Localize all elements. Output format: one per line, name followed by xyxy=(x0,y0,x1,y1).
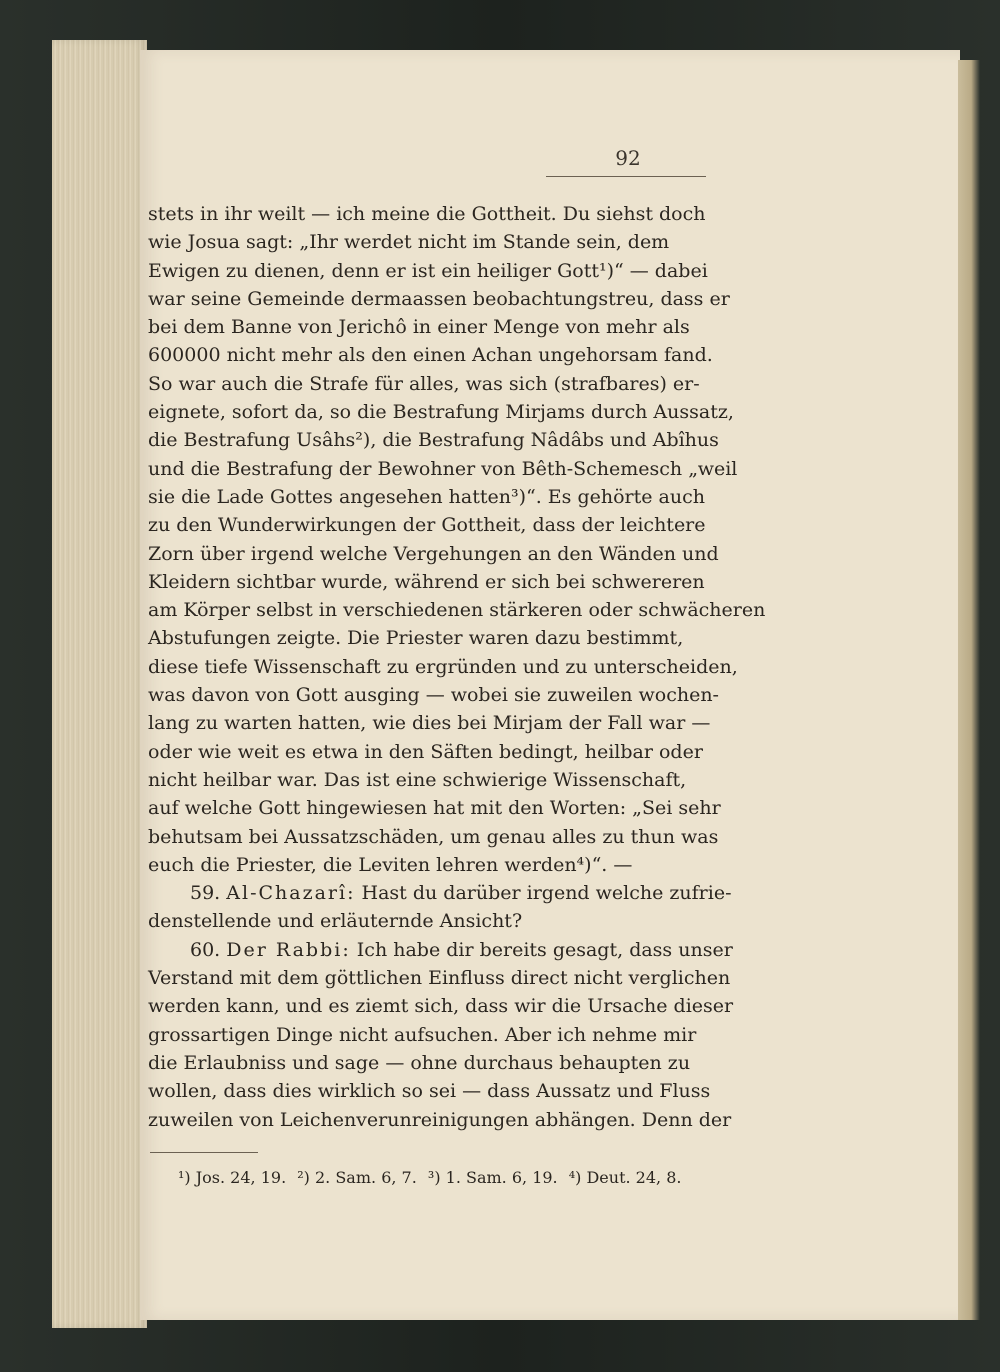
text-line: nicht heilbar war. Das ist eine schwierige Wissenschaft, xyxy=(148,768,687,791)
text-line: werden kann, und es ziemt sich, dass wir die Ursache dieser xyxy=(148,995,734,1018)
text-line: und die Bestrafung der Bewohner von Bêth-Schemesch „weil xyxy=(148,457,738,480)
text-line: Ewigen zu dienen, denn er ist ein heiliger Gott¹)“ — dabei xyxy=(148,259,708,282)
footnote-rule xyxy=(150,1152,258,1153)
text-line: denstellende und erläuternde Ansicht? xyxy=(148,910,523,933)
text-line: am Körper selbst in verschiedenen stärkeren oder schwächeren xyxy=(148,599,766,622)
text-line: stets in ihr weilt — ich meine die Gottheit. Du siehst doch xyxy=(148,203,706,225)
text-line: So war auch die Strafe für alles, was sich (strafbares) er- xyxy=(148,372,700,395)
body-text xyxy=(148,200,908,1134)
text-line: sie die Lade Gottes angesehen hatten³)“. Es gehörte auch xyxy=(148,485,705,508)
page-number-rule xyxy=(546,176,706,177)
speaker-name: Al-Chazarî: xyxy=(226,882,356,905)
text-line: wie Josua sagt: „Ihr werdet nicht im Stande sein, dem xyxy=(148,231,670,254)
text-line: wollen, dass dies wirklich so sei — dass Aussatz und Fluss xyxy=(148,1080,711,1103)
text-line: die Bestrafung Usâhs²), die Bestrafung Nâdâbs und Abîhus xyxy=(148,429,719,452)
text-line: Kleidern sichtbar wurde, während er sich bei schwereren xyxy=(148,570,705,593)
text-line: lang zu warten hatten, wie dies bei Mirjam der Fall war — xyxy=(148,712,711,735)
paragraph-number: 59. xyxy=(190,882,221,905)
text-line: Verstand mit dem göttlichen Einfluss direct nicht verglichen xyxy=(148,967,731,990)
text-line: was davon von Gott ausging — wobei sie zuweilen wochen- xyxy=(148,684,719,707)
text-line: auf welche Gott hingewiesen hat mit den Worten: „Sei sehr xyxy=(148,797,721,820)
paragraph-59-first-line xyxy=(148,879,908,907)
text-line: behutsam bei Aussatzschäden, um genau alles zu thun was xyxy=(148,825,719,848)
footnote: ²) 2. Sam. 6, 7. xyxy=(297,1168,417,1187)
text-line: diese tiefe Wissenschaft zu ergründen und zu unterscheiden, xyxy=(148,655,738,678)
text-line: 600000 nicht mehr als den einen Achan ungehorsam fand. xyxy=(148,344,713,367)
text-line: war seine Gemeinde dermaassen beobachtungstreu, dass er xyxy=(148,287,730,310)
footnotes xyxy=(178,1168,918,1187)
text-line: euch die Priester, die Leviten lehren werden⁴)“. — xyxy=(148,853,633,876)
footnote: ⁴) Deut. 24, 8. xyxy=(568,1168,682,1187)
text-line: die Erlaubniss und sage — ohne durchaus behaupten zu xyxy=(148,1051,691,1074)
footnote: ³) 1. Sam. 6, 19. xyxy=(427,1168,558,1187)
text-line: bei dem Banne von Jerichô in einer Menge von mehr als xyxy=(148,316,690,339)
text-line: grossartigen Dinge nicht aufsuchen. Aber ich nehme mir xyxy=(148,1023,697,1046)
text-line: Hast du darüber irgend welche zufrie- xyxy=(361,882,732,905)
footnote: ¹) Jos. 24, 19. xyxy=(178,1168,287,1187)
page-edges-right xyxy=(958,60,980,1320)
text-line: Zorn über irgend welche Vergehungen an den Wänden und xyxy=(148,542,719,565)
text-line: eignete, sofort da, so die Bestrafung Mirjams durch Aussatz, xyxy=(148,401,734,424)
text-line: Abstufungen zeigte. Die Priester waren dazu bestimmt, xyxy=(148,627,684,650)
page-number: 92 xyxy=(615,146,641,170)
text-line: Ich habe dir bereits gesagt, dass unser xyxy=(356,938,733,961)
text-line: zu den Wunderwirkungen der Gottheit, dass der leichtere xyxy=(148,514,706,537)
text-line: zuweilen von Leichenverunreinigungen abhängen. Denn der xyxy=(148,1108,732,1131)
paragraph-number: 60. xyxy=(190,938,221,961)
speaker-name: Der Rabbi: xyxy=(226,938,351,961)
text-line: oder wie weit es etwa in den Säften bedingt, heilbar oder xyxy=(148,740,703,763)
paragraph-60-first-line xyxy=(148,936,908,964)
page-edges-left xyxy=(52,40,147,1328)
